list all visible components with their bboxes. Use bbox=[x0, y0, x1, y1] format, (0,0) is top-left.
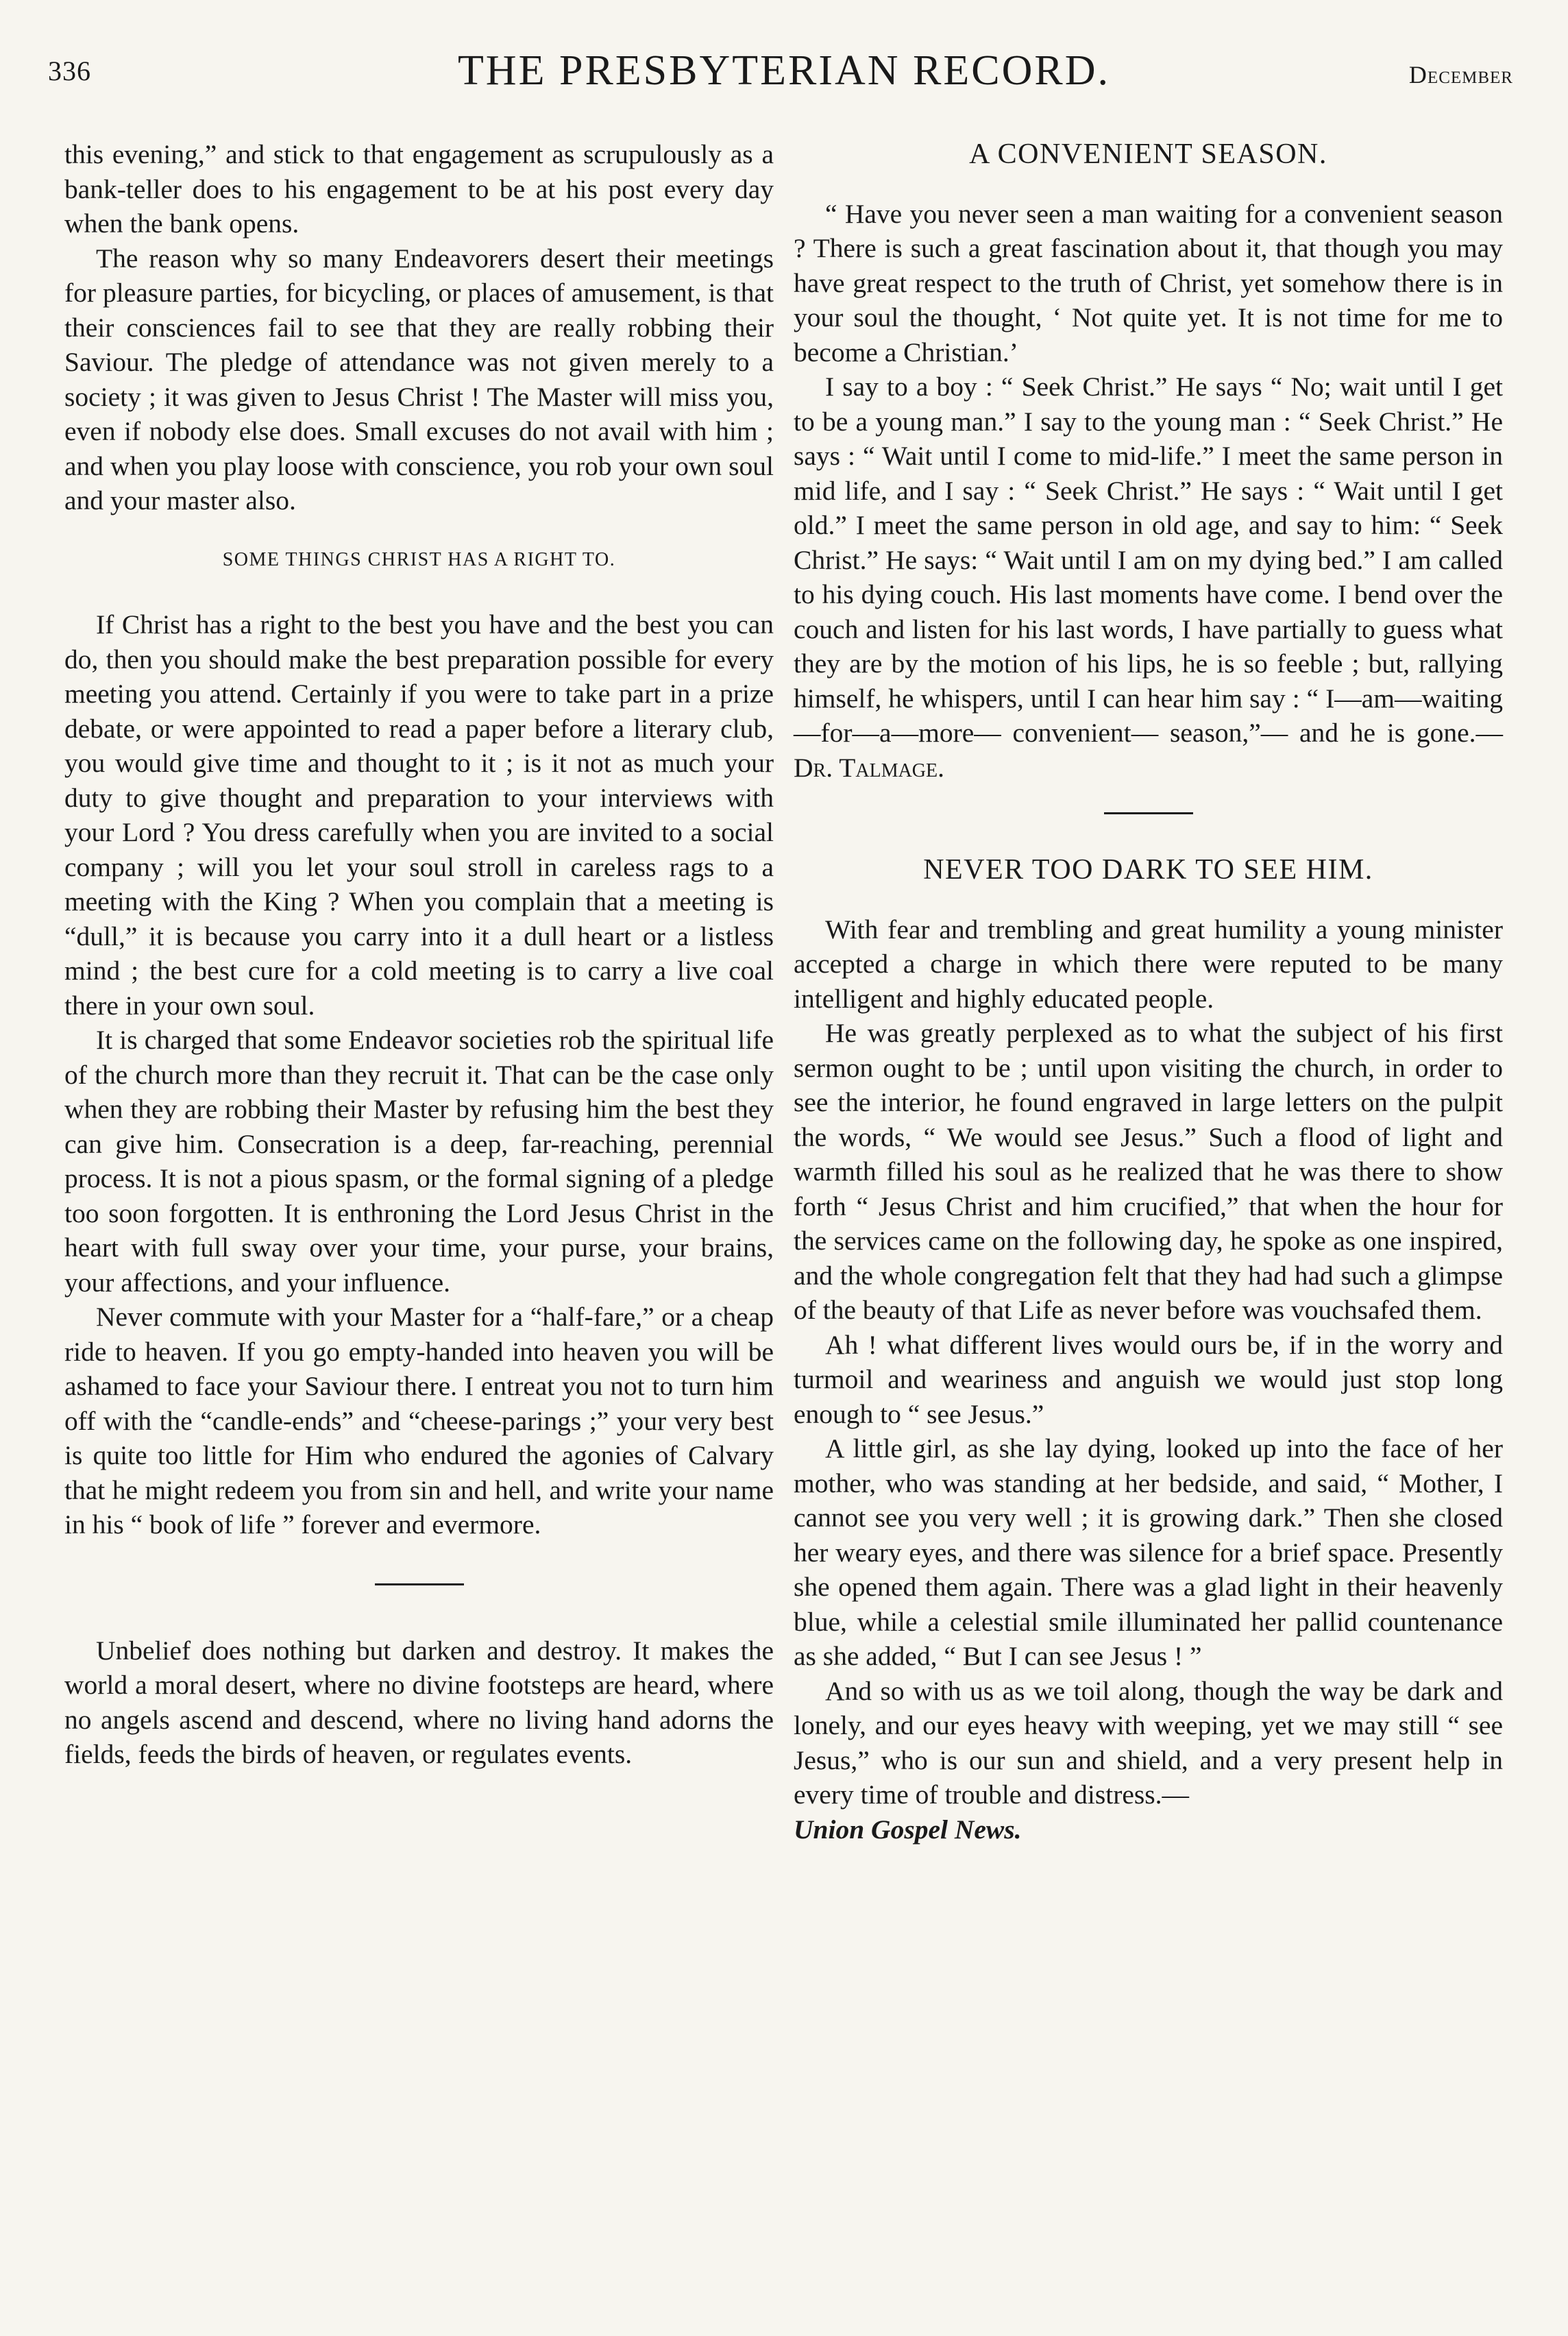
section-paragraph: If Christ has a right to the best you have and the best you can do, then you should make the best preparation possible for every meeting you attend. Certainly if you were to take part in a prize debate, or were appointed to read a paper before a literary club, you would give time and thought to it ; is it not as much your duty to give thought and preparation to your interviews with your Lord ? You dress carefully when you are invited to a social company ; will you let your soul stroll in careless rags to a meeting with the King ? When you complain that a meeting is “dull,” it is because you carry into it a dull heart or a listless mind ; the best cure for a cold meeting is to carry a live coal there in your own soul. bbox=[64, 609, 774, 1021]
article-paragraph-text: I say to a boy : “ Seek Christ.” He says “ No; wait until I get to be a young man.” I say to the young man : “ Seek Christ.” He says : “ Wait until I come to mid-life.” I meet the same person in mid life, and I say : “ Seek Christ.” He says : “ Wait until I get old.” I meet the same person in old age, and say to him: “ Seek Christ.” He says: “ Wait until I am on my dying bed.” I am called to his dying couch. His last moments have come. I bend over the couch and listen for his last words, I have partially to guess what they are by the motion of his lips, he is so feeble ; but, rallying himself, he whispers, until I can hear him say : “ I—am—waiting—for—a—more— convenient— season,”— and he is gone.— bbox=[794, 372, 1503, 748]
article-title-never-too-dark: NEVER TOO DARK TO SEE HIM. bbox=[923, 854, 1373, 886]
article-paragraph: With fear and trembling and great humility a young minister accepted a charge in which there were reputed to be many intelligent and highly educated people. bbox=[794, 914, 1503, 1014]
divider-rule bbox=[375, 1583, 464, 1585]
left-column bbox=[64, 137, 774, 1772]
article-paragraph-with-source bbox=[794, 1674, 1503, 1847]
right-column bbox=[794, 137, 1503, 1847]
intro-paragraph: The reason why so many Endeavorers desert their meetings for pleasure parties, for bicycling, or places of amusement, is that their consciences fail to see that they are really robbing their Saviour. The pledge of attendance was not given merely to a society ; it was given to Jesus Christ ! The Master will miss you, even if nobody else does. Small excuses do not avail with him ; and when you play loose with conscience, you rob your own soul and your master also. bbox=[64, 243, 774, 515]
page-number: 336 bbox=[48, 56, 91, 86]
journal-title: THE PRESBYTERIAN RECORD. bbox=[457, 47, 1111, 94]
author-attribution: Dr. Talmage. bbox=[794, 752, 945, 783]
unbelief-paragraph: Unbelief does nothing but darken and destroy. It makes the world a moral desert, where no divine footsteps are heard, where no angels ascend and descend, where no living hand adorns the fields, feeds the birds of heaven, or regulates events. bbox=[64, 1635, 774, 1769]
article-paragraph: A little girl, as she lay dying, looked up into the face of her mother, who was standing at her bedside, and said, “ Mother, I cannot see you very well ; it is growing dark.” Then she closed her weary eyes, and there was silence for a brief space. Presently she opened them again. There was a glad light in their heavenly blue, while a celestial smile illuminated her pallid countenance as she added, “ But I can see Jesus ! ” bbox=[794, 1433, 1503, 1671]
section-title: SOME THINGS CHRIST HAS A RIGHT TO. bbox=[222, 548, 616, 570]
article-title-convenient-season: A CONVENIENT SEASON. bbox=[969, 138, 1327, 170]
article-paragraph-with-attribution bbox=[794, 369, 1503, 785]
source-attribution: Union Gospel News. bbox=[794, 1814, 1022, 1845]
article-paragraph-text: And so with us as we toil along, though the way be dark and lonely, and our eyes heavy with weeping, yet we may still “ see Jesus,” who is our sun and shield, and a very present help in every time of trouble and distress.— bbox=[794, 1675, 1503, 1810]
article-paragraph: “ Have you never seen a man waiting for a convenient season ? There is such a great fascination about it, that though you may have great respect to the truth of Christ, yet somehow there is in your soul the thought, ‘ Not quite yet. It is not time for me to become a Christian.’ bbox=[794, 198, 1503, 367]
divider-rule bbox=[1104, 812, 1193, 814]
page-header bbox=[0, 0, 1568, 103]
issue-month: December bbox=[1408, 61, 1513, 88]
article-paragraph: Ah ! what different lives would ours be, if in the worry and turmoil and weariness and anguish we would just stop long enough to “ see Jesus.” bbox=[794, 1329, 1503, 1429]
article-paragraph: He was greatly perplexed as to what the subject of his first sermon ought to be ; until upon visiting the church, in order to see the interior, he found engraved in large letters on the pulpit the words, “ We would see Jesus.” Such a flood of light and warmth filled his soul as he realized that he was there to show forth “ Jesus Christ and him crucified,” that when the hour for the services came on the following day, he spoke as one inspired, and the whole congregation felt that they had had such a glimpse of the beauty of that Life as never before was vouchsafed them. bbox=[794, 1018, 1503, 1325]
intro-paragraph: this evening,” and stick to that engagement as scrupulously as a bank-teller does to his engagement to be at his post every day when the bank opens. bbox=[64, 139, 774, 239]
section-paragraph: It is charged that some Endeavor societies rob the spiritual life of the church more than they recruit it. That can be the case only when they are robbing their Master by refusing him the best they can give him. Consecration is a deep, far-reaching, perennial process. It is not a pious spasm, or the formal signing of a pledge too soon forgotten. It is enthroning the Lord Jesus Christ in the heart with full sway over your time, your purse, your brains, your affections, and your influence. bbox=[64, 1025, 774, 1298]
section-paragraph: Never commute with your Master for a “half-fare,” or a cheap ride to heaven. If you go empty-handed into heaven you will be ashamed to face your Saviour there. I entreat you not to turn him off with the “candle-ends” and “cheese-parings ;” your very best is quite too little for Him who endured the agonies of Calvary that he might redeem you from sin and hell, and write your name in his “ book of life ” forever and evermore. bbox=[64, 1302, 774, 1540]
